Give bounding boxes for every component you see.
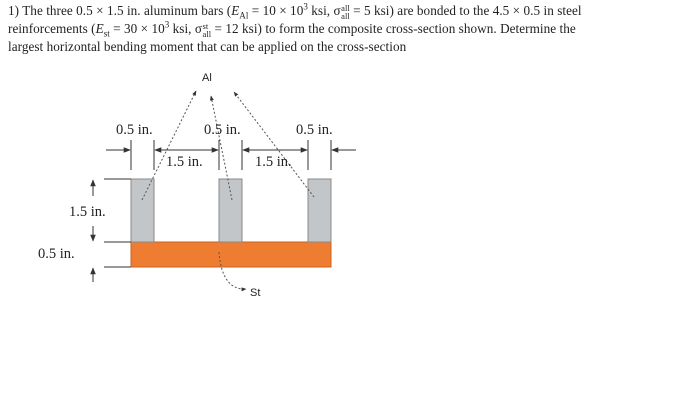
aluminum-bar-left [131,179,154,242]
text-segment: ksi, σ [169,20,203,36]
superscript: st [202,20,209,31]
subscript-st: st [103,28,110,39]
dim-gap-left: 1.5 in. [166,154,203,170]
text-segment: = 30 × 10 [109,20,165,36]
text-segment: = 10 × 10 [248,3,304,18]
dim-top-middle: 0.5 in. [204,122,241,138]
text-segment: ksi, σ [307,3,341,18]
text-segment: reinforcements ( [8,20,96,36]
aluminum-bar-middle [219,179,242,242]
symbol-e: E [231,3,240,18]
label-st: St [250,287,261,299]
dim-top-right: 0.5 in. [296,122,333,138]
dim-bar-height: 1.5 in. [69,204,106,220]
subscript: all [202,28,212,39]
subscript-al: Al [239,10,249,21]
text-segment: = 5 ksi) are bonded to the 4.5 × 0.5 in steel [349,3,582,18]
subscript: all [341,10,350,21]
problem-line-3: largest horizontal bending moment that can be applied on the cross-section [8,38,407,54]
steel-plate [131,242,331,267]
text-segment: = 12 ksi) to form the composite cross-section shown. Determine the [211,20,576,36]
dim-gap-right: 1.5 in. [255,154,292,170]
dim-plate-thickness: 0.5 in. [38,246,75,262]
label-al: Al [202,72,212,84]
exponent: 3 [164,19,170,30]
symbol-e: E [95,20,104,36]
superscript: all [341,2,350,13]
dim-top-left: 0.5 in. [116,122,153,138]
aluminum-bar-right [308,179,331,242]
text-segment: 1) The three 0.5 × 1.5 in. aluminum bars ( [8,3,232,18]
exponent: 3 [303,1,308,12]
